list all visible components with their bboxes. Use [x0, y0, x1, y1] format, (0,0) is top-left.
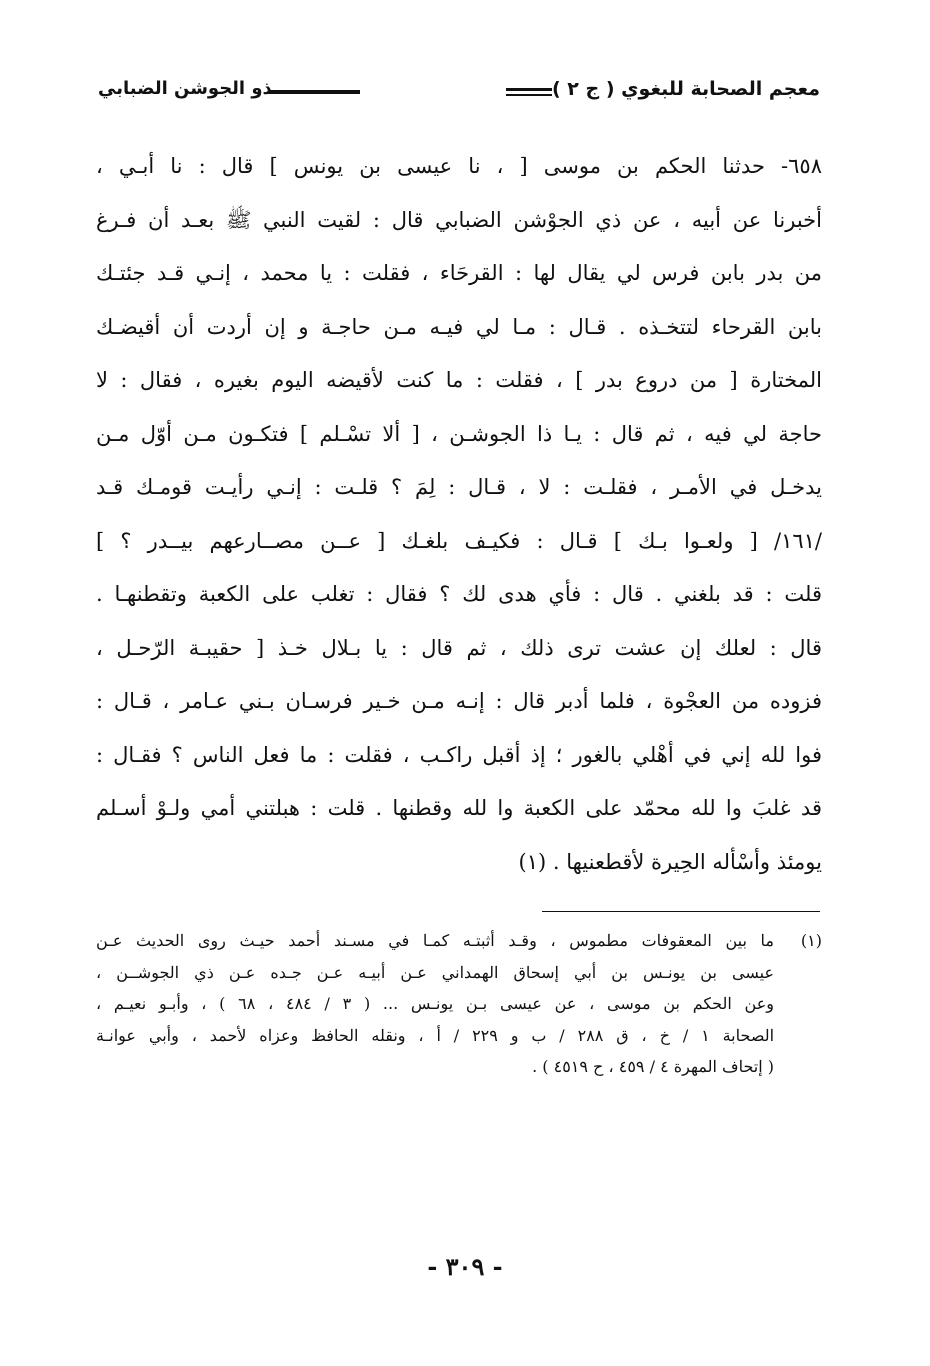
chapter-title: ذو الجوشن الضبابي [98, 78, 272, 99]
header-rule [506, 94, 552, 96]
footnote-separator [542, 911, 820, 912]
text-line: حاجة لي فيه ، ثم قال : يـا ذا الجوشـن ، [ ألا تسْـلم ] فتكـون مـن أوّل مـن [96, 421, 822, 446]
text-line: قلت : قد بلغني . قال : فأي هدى لك ؟ فقال : تغلب على الكعبة وتقطنهـا . [96, 582, 822, 606]
footnote-line [96, 925, 822, 957]
text-line: من بدر بابن فرس لي يقال لها : القرحَاء ، فقلت : يا محمد ، إنـي قـد جئتـك [96, 261, 822, 285]
text-line: قد غلبَ وا لله محمّد على الكعبة وا لله وقطنها . قلت : هبلتني أمي ولـوْ أسـلم [96, 796, 822, 820]
header-rule [506, 88, 552, 91]
text-line: أخبرنا عن أبيه ، عن ذي الجوْشن الضبابي قال : لقيت النبي ﷺ بعـد أن فـرغ [96, 207, 822, 232]
hadith-text [96, 140, 822, 889]
footnotes [96, 925, 822, 1083]
text-line: قال : لعلك إن عشت ترى ذلك ، ثم قال : يا بـلال خـذ [ حقيبـة الرّحـل ، [96, 635, 822, 660]
running-header [98, 78, 820, 118]
footnote-line: وعن الحكم بن موسى ، عن عيسى بـن يونـس ... ( ٣ / ٤٨٤ ، ٦٨ ) ، وأبـو نعيـم ، [96, 994, 775, 1013]
text-line: يومئذ وأسْأله الحِيرة لأقطعنيها . (١) [518, 849, 822, 874]
text-line: فوا لله إني في أهْلي بالغور ؛ إذ أقبل راكـب ، فقلت : ما فعل الناس ؟ فقـال : [96, 742, 822, 767]
text-line: /١٦١/ [ ولعـوا بـك ] قـال : فكيـف بلغـك [ عــن مصــارعهم بيــدر ؟ ] [96, 528, 822, 553]
text-line: ٦٥٨- حدثنا الحكم بن موسى [ ، نا عيسى بن يونس ] قال : نا أبـي ، [96, 154, 822, 178]
page-number: - ٣٠٩ - [427, 1252, 503, 1281]
text-line: المختارة [ من دروع بدر ] ، فقلت : ما كنت لأقيضه اليوم بغيره ، فقال : لا [96, 368, 822, 392]
text-line: فزوده من العجْوة ، فلما أدبر قال : إنـه مـن خـير فرسـان بـني عـامر ، قـال : [96, 689, 822, 713]
footnote-line: عيسى بن يونـس بن أبي إسحاق الهمداني عـن أبيـه عـن جـده عـن ذي الجوشــن ، [96, 962, 774, 982]
footnote-line: ( إتحاف المهرة ٤ / ٤٥٩ ، ح ٤٥١٩ ) . [532, 1057, 774, 1076]
header-rule [268, 90, 360, 94]
footnote-line: الصحابة ١ / خ ، ق ٢٨٨ / ب و ٢٢٩ / أ ، ونقله الحافظ وعزاه لأحمد ، وأبي عوانـة [96, 1025, 775, 1045]
book-title: معجم الصحابة للبغوي ( ج ٢ ) [551, 78, 820, 100]
footnote-text: ما بين المعقوفات مطموس ، وقـد أثبتـه كمـا في مسـند أحمد حيـث روى الحديث عـن [96, 931, 775, 950]
footnote-number: (١) [800, 931, 822, 950]
text-line: يدخـل في الأمـر ، فقلـت : لا ، قـال : لِمَ ؟ قلـت : إنـي رأيـت قومـك قـد [96, 475, 822, 499]
text-line: بابن القرحاء لتتخـذه . قـال : مـا لي فيـه مـن حاجـة و إن أردت أن أقيضـك [96, 314, 822, 339]
